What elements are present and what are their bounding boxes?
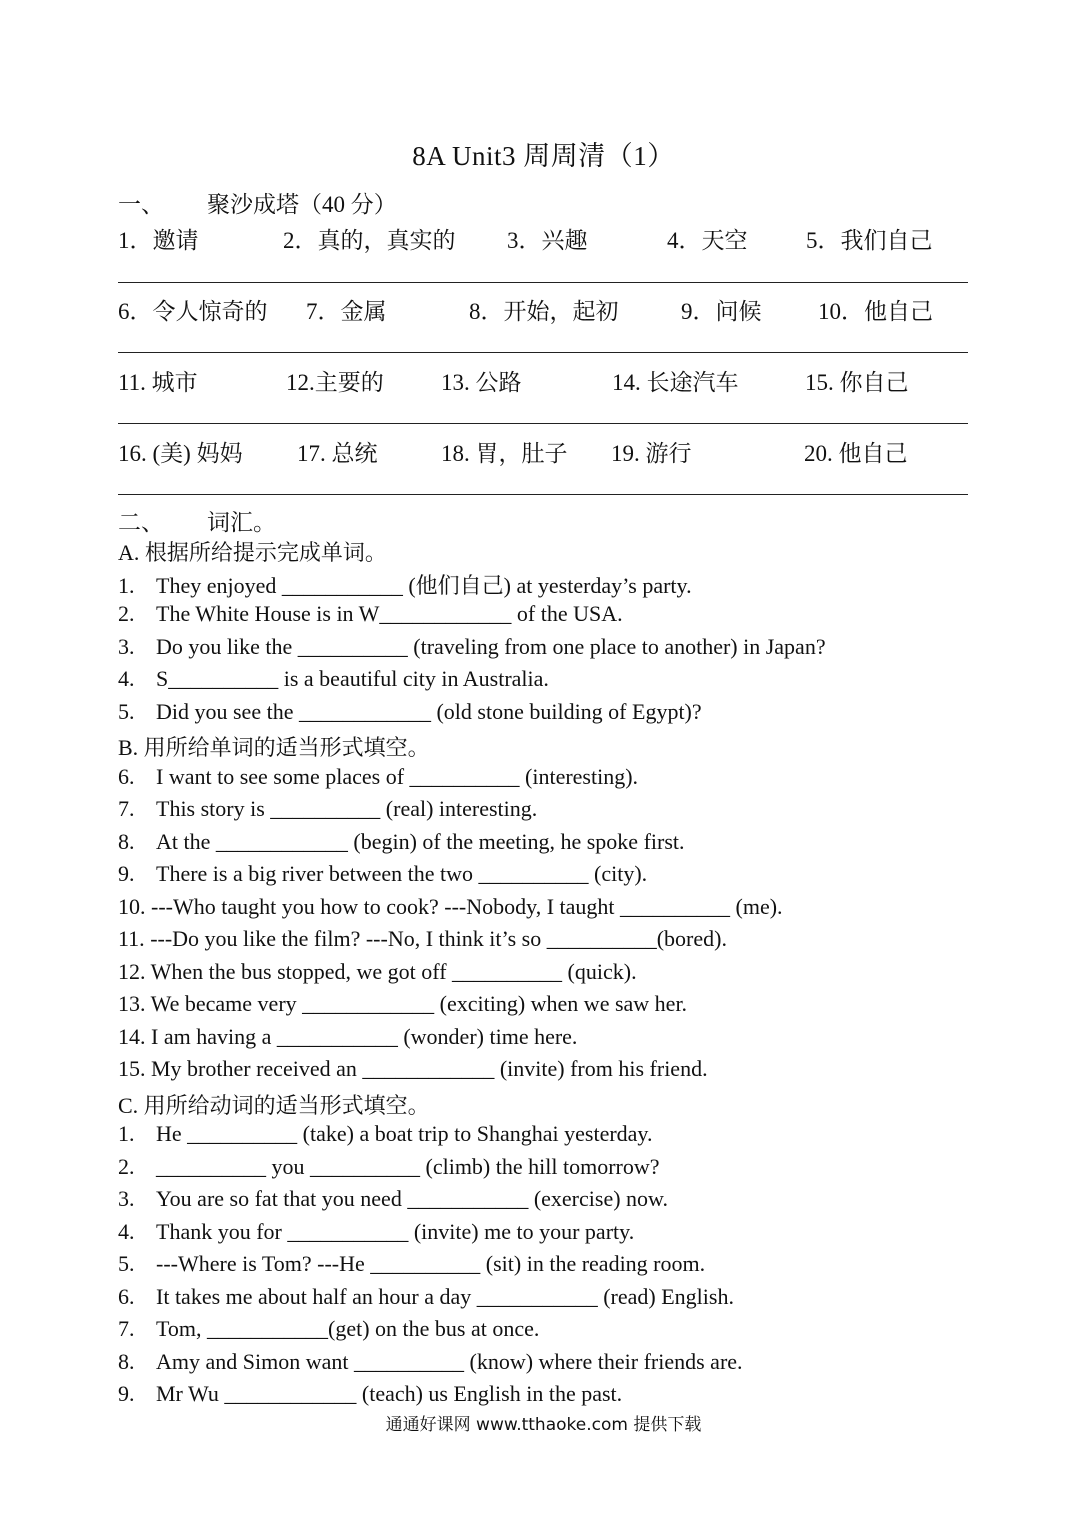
question-text: I want to see some places of __________ (interesting). (156, 764, 639, 789)
vocab-item: 17. 总统 (297, 441, 378, 466)
question (118, 764, 638, 790)
question-text: At the ____________ (begin) of the meeting, he spoke first. (156, 829, 685, 854)
vocab-item: 9．问候 (681, 299, 762, 324)
question (118, 1056, 708, 1082)
question-text: They enjoyed ___________ (他们自己) at yesterday’s party. (156, 573, 692, 598)
question-text: When the bus stopped, we got off __________ (quick). (150, 959, 637, 984)
section2-number: 二、 (118, 510, 164, 535)
question-text: It takes me about half an hour a day ___________ (read) English. (156, 1284, 734, 1309)
question-number: 9. (118, 861, 135, 886)
question-number: 4. (118, 1219, 135, 1244)
question-number: 4. (118, 666, 135, 691)
question (118, 796, 537, 822)
question (118, 699, 702, 725)
section1-label: 聚沙成塔（40 分） (207, 192, 397, 217)
question-text: Mr Wu ____________ (teach) us English in the past. (156, 1381, 623, 1406)
question-number: 13. (118, 991, 146, 1016)
question (118, 1381, 622, 1407)
vocab-item: 13. 公路 (441, 370, 522, 395)
answer-line[interactable] (118, 423, 968, 424)
question (118, 569, 692, 600)
part-b-heading: B. 用所给单词的适当形式填空。 (118, 735, 430, 760)
question (118, 959, 637, 985)
question-number: 6. (118, 1284, 135, 1309)
question (118, 666, 549, 692)
question-text: ---Where is Tom? ---He __________ (sit) in the reading room. (156, 1251, 706, 1276)
question (118, 1316, 539, 1342)
question-text: Do you like the __________ (traveling from one place to another) in Japan? (156, 634, 826, 659)
vocab-item: 8．开始，起初 (469, 299, 619, 324)
question-number: 6. (118, 764, 135, 789)
question (118, 1186, 668, 1212)
question (118, 991, 687, 1017)
question-number: 7. (118, 796, 135, 821)
question (118, 861, 647, 887)
question (118, 1251, 705, 1277)
vocab-item: 10．他自己 (818, 299, 933, 324)
section2-label: 词汇。 (207, 510, 276, 535)
question-text: Did you see the ____________ (old stone building of Egypt)? (156, 699, 702, 724)
question-number: 5. (118, 699, 135, 724)
vocab-item: 19. 游行 (611, 441, 692, 466)
question (118, 1284, 734, 1310)
footer-source: 通通好课网 www.tthaoke.com 提供下载 (385, 1415, 702, 1435)
part-c-heading: C. 用所给动词的适当形式填空。 (118, 1093, 430, 1118)
vocab-item: 16. (美) 妈妈 (118, 441, 243, 466)
vocab-item: 11. 城市 (118, 370, 198, 395)
question-text: He __________ (take) a boat trip to Shanghai yesterday. (156, 1121, 653, 1146)
answer-line[interactable] (118, 494, 968, 495)
question-number: 12. (118, 959, 146, 984)
vocab-item: 18. 胃，肚子 (441, 441, 568, 466)
vocab-item: 15. 你自己 (805, 370, 909, 395)
question (118, 634, 826, 660)
question-text: __________ you __________ (climb) the hill tomorrow? (156, 1154, 660, 1179)
question-text: Amy and Simon want __________ (know) where their friends are. (156, 1349, 743, 1374)
question (118, 1219, 634, 1245)
question-text: There is a big river between the two __________ (city). (156, 861, 648, 886)
vocab-item: 14. 长途汽车 (612, 370, 739, 395)
vocab-item: 2．真的，真实的 (283, 228, 456, 253)
question-number: 10. (118, 894, 146, 919)
vocab-item: 7．金属 (306, 299, 387, 324)
part-a-heading: A. 根据所给提示完成单词。 (118, 540, 387, 565)
question-text: Thank you for ___________ (invite) me to your party. (156, 1219, 635, 1244)
question (118, 1154, 660, 1180)
question-number: 7. (118, 1316, 135, 1341)
vocab-item: 20. 他自己 (804, 441, 908, 466)
question-number: 9. (118, 1381, 135, 1406)
question-number: 2. (118, 601, 135, 626)
question-text: We became very ____________ (exciting) when we saw her. (150, 991, 688, 1016)
answer-line[interactable] (118, 352, 968, 353)
question-number: 2. (118, 1154, 135, 1179)
vocab-item: 12.主要的 (286, 370, 384, 395)
question (118, 1024, 577, 1050)
question-number: 8. (118, 829, 135, 854)
question-number: 15. (118, 1056, 146, 1081)
question-text: This story is __________ (real) interesting. (156, 796, 538, 821)
question (118, 829, 685, 855)
question-text: I am having a ___________ (wonder) time here. (151, 1024, 578, 1049)
question-number: 14. (118, 1024, 146, 1049)
question-text: ---Who taught you how to cook? ---Nobody, I taught __________ (me). (151, 894, 783, 919)
vocab-item: 6．令人惊奇的 (118, 299, 268, 324)
question (118, 601, 623, 627)
question-number: 5. (118, 1251, 135, 1276)
question-number: 3. (118, 634, 135, 659)
worksheet-title: 8A Unit3 周周清（1） (412, 141, 675, 171)
question-number: 11. (118, 926, 145, 951)
question-text: You are so fat that you need ___________ (exercise) now. (156, 1186, 668, 1211)
question-text: ---Do you like the film? ---No, I think it’s so __________(bored). (150, 926, 727, 951)
question-text: S__________ is a beautiful city in Australia. (156, 666, 549, 691)
vocab-item: 5．我们自己 (806, 228, 933, 253)
vocab-item: 4．天空 (667, 228, 748, 253)
question (118, 1349, 743, 1375)
question-number: 1. (118, 573, 135, 598)
answer-line[interactable] (118, 282, 968, 283)
vocab-item: 1．邀请 (118, 228, 199, 253)
question-text: My brother received an ____________ (invite) from his friend. (151, 1056, 708, 1081)
question-number: 8. (118, 1349, 135, 1374)
section1-number: 一、 (118, 192, 164, 217)
question-number: 1. (118, 1121, 135, 1146)
question-text: The White House is in W____________ of the USA. (156, 601, 623, 626)
question-text: Tom, ___________(get) on the bus at once. (156, 1316, 540, 1341)
vocab-item: 3．兴趣 (507, 228, 588, 253)
question (118, 894, 783, 920)
question (118, 1121, 653, 1147)
question (118, 926, 727, 952)
question-number: 3. (118, 1186, 135, 1211)
